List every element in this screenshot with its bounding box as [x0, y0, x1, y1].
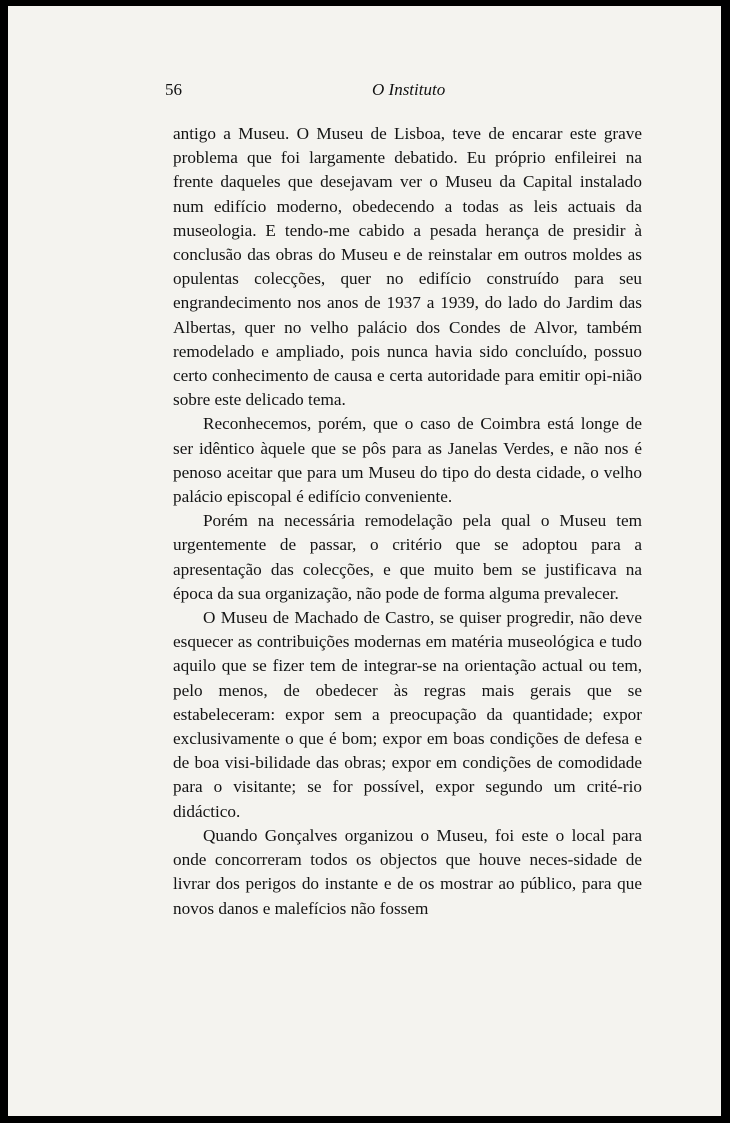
paragraph-2: Reconhecemos, porém, que o caso de Coimbra está longe de ser idêntico àquele que se pôs para as Janelas Verdes, e não nos é penoso aceitar que para um Museu do tipo do desta cidade, o velho palácio episcopal é edifício conveniente.	[173, 414, 642, 507]
paragraph-5: Quando Gonçalves organizou o Museu, foi este o local para onde concorreram todos os objectos que houve neces-sidade de livrar dos perigos do instante e de os mostrar ao público, para que novos danos e malefícios não fossem	[173, 825, 642, 918]
paragraph-3: Porém na necessária remodelação pela qual o Museu tem urgentemente de passar, o critério que se adoptou para a apresentação das colecções, e que muito bem se justificava na época da sua organização, não pode de forma alguma prevalecer.	[173, 511, 642, 603]
paragraph-1: antigo a Museu. O Museu de Lisboa, teve de encarar este grave problema que foi largamente debatido. Eu próprio enfileirei na frente daqueles que desejavam ver o Museu da Capital instalado num edifício moderno, obedecendo a todas as leis actuais da museologia. E tendo-me cabido a pesada herança de presidir à conclusão das obras do Museu e de reinstalar em outros moldes as opulentas colecções, quer no edifício construído para seu engrandecimento nos anos de 1937 a 1939, do lado do Jardim das Albertas, quer no velho palácio dos Condes de Alvor, também remodelado e ampliado, pois nunca havia sido concluído, possuo certo conhecimento de causa e certa autoridade para emitir opi-nião sobre este delicado tema.	[173, 124, 642, 410]
body-text	[173, 122, 642, 921]
running-title: O Instituto	[372, 80, 446, 99]
page-number: 56	[165, 80, 182, 99]
page-header	[165, 80, 641, 104]
paragraph-4: O Museu de Machado de Castro, se quiser progredir, não deve esquecer as contribuições modernas em matéria museológica e tudo aquilo que se fizer tem de integrar-se na orientação actual ou tem, pelo menos, de obedecer às regras mais gerais que se estabeleceram: expor sem a preocupação da quantidade; expor exclusivamente o que é bom; expor em boas condições de defesa e de boa visi-bilidade das obras; expor em condições de comodidade para o visitante; se for possível, expor segundo um crité-rio didáctico.	[173, 608, 642, 821]
